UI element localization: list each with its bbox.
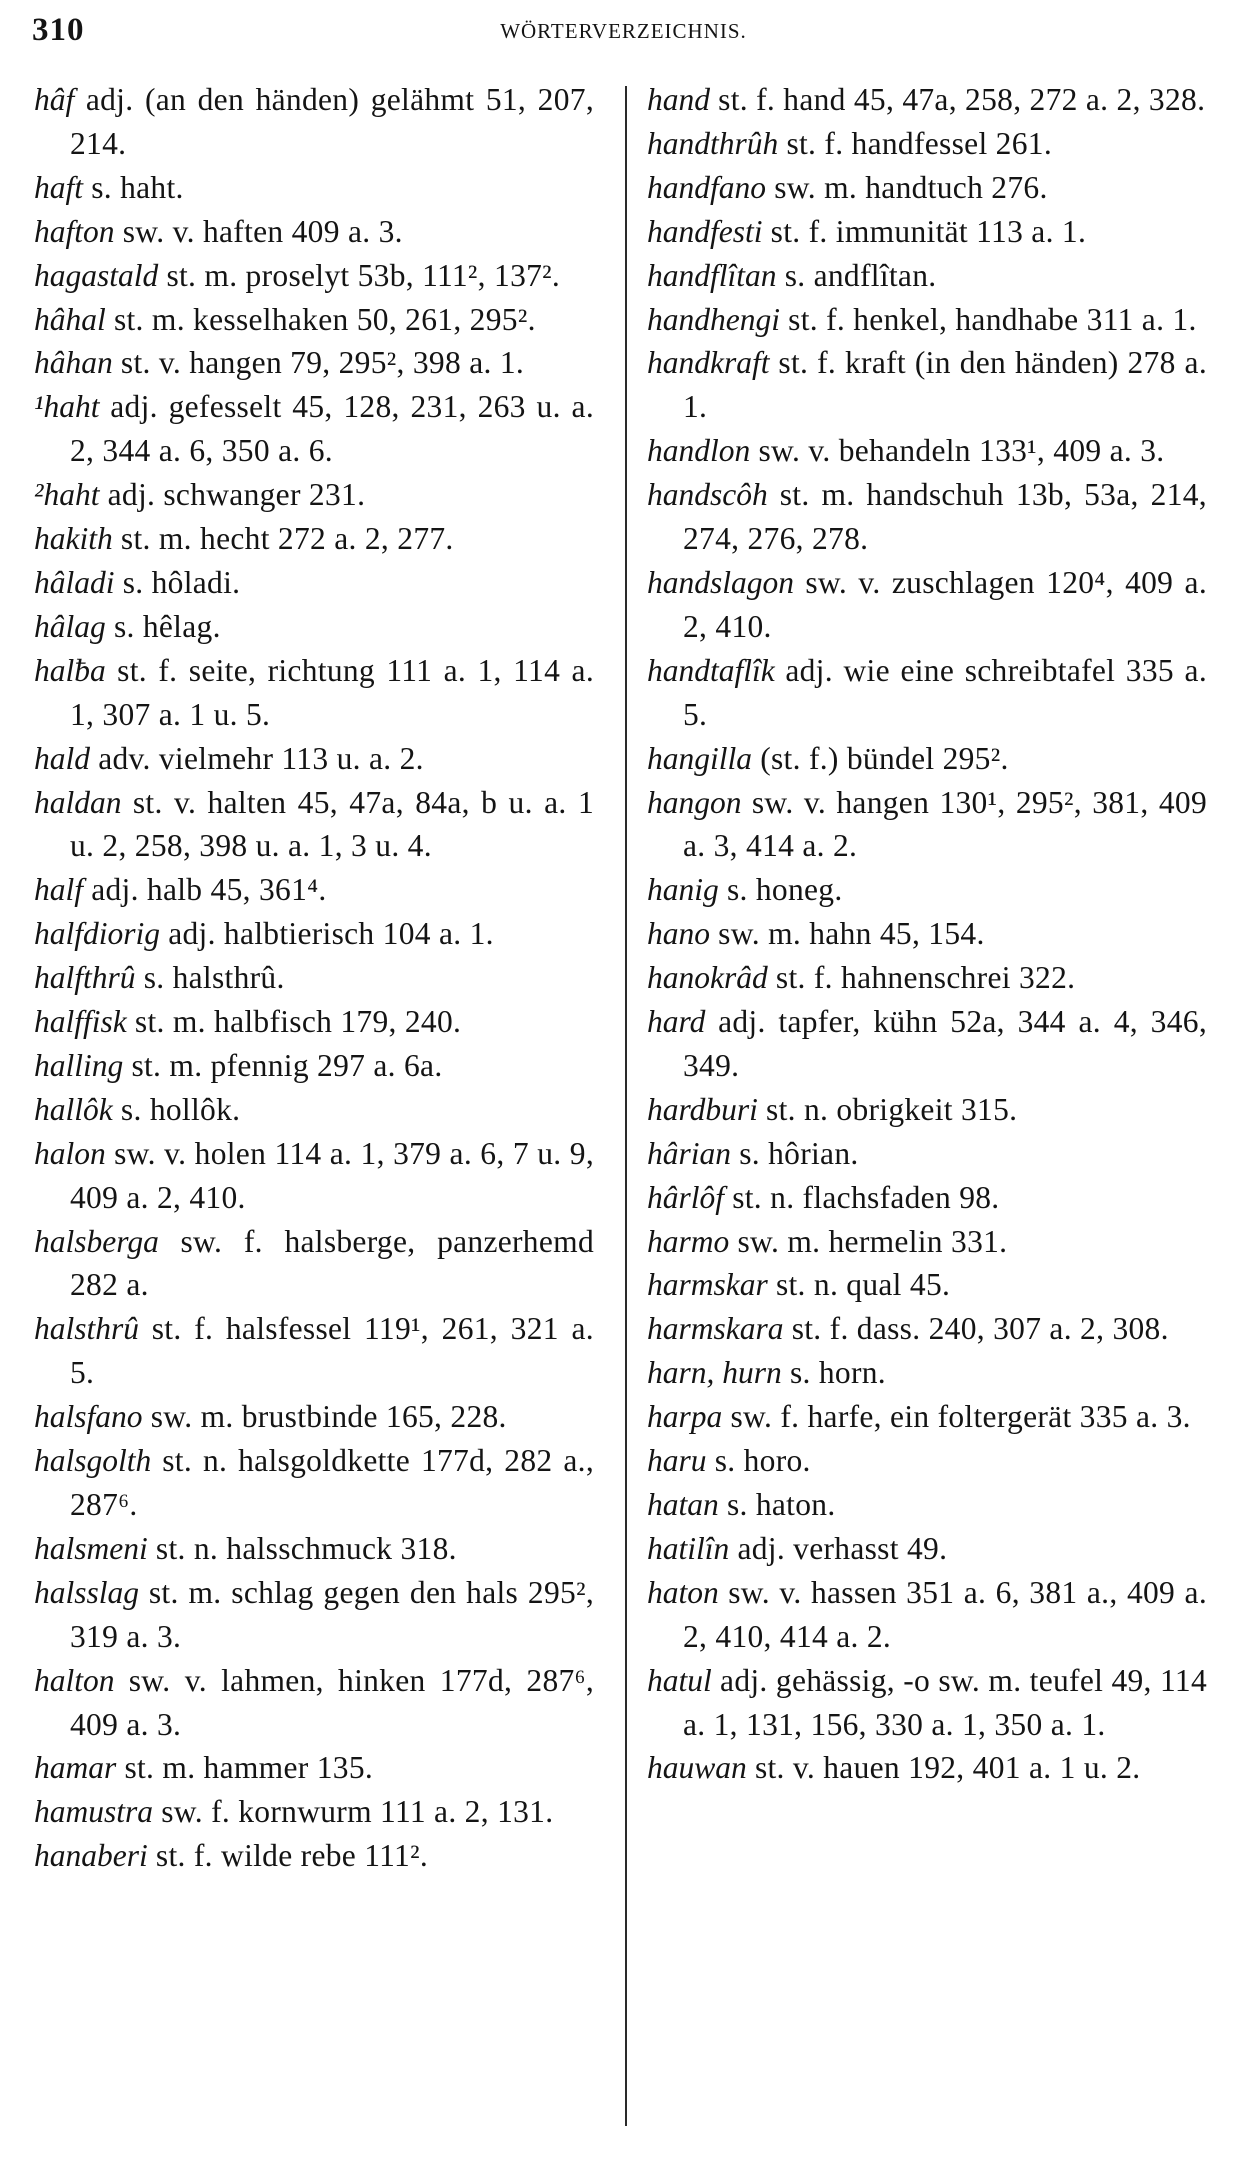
dictionary-entry: [647, 1220, 1207, 1264]
dictionary-entry: [34, 737, 594, 781]
dictionary-entry: [34, 1044, 594, 1088]
page-header: [32, 6, 1215, 66]
entry-definition: st. v. halten 45, 47a, 84a, b u. a. 1 u. 2, 258, 398 u. a. 1, 3 u. 4.: [70, 784, 594, 864]
entry-definition: sw. m. hermelin 331.: [729, 1223, 1008, 1259]
dictionary-entry: [647, 1439, 1207, 1483]
dictionary-entry: [647, 649, 1207, 737]
dictionary-entry: [647, 1088, 1207, 1132]
dictionary-entry: [647, 78, 1207, 122]
dictionary-entry: [34, 781, 594, 869]
dictionary-entry: [34, 1571, 594, 1659]
entry-headword: harmskar: [647, 1267, 768, 1303]
dictionary-entry: [647, 473, 1207, 561]
entry-definition: sw. m. brustbinde 165, 228.: [142, 1399, 507, 1435]
entry-headword: hâhan: [34, 345, 113, 381]
dictionary-entry: [647, 912, 1207, 956]
entry-headword: halsslag: [34, 1574, 140, 1610]
entry-headword: hakith: [34, 521, 113, 557]
entry-headword: halsgolth: [34, 1443, 152, 1479]
entry-headword: handhengi: [647, 301, 780, 337]
dictionary-entry: [647, 1000, 1207, 1088]
dictionary-entry: [647, 1176, 1207, 1220]
entry-definition: s. haton.: [718, 1487, 836, 1522]
entry-definition: st. v. hangen 79, 295², 398 a. 1.: [112, 345, 525, 381]
entry-definition: (st. f.) bündel 295².: [752, 740, 1009, 776]
entry-definition: sw. m. hahn 45, 154.: [710, 916, 985, 952]
entry-headword: haft: [34, 169, 84, 205]
entry-definition: st. f. halsfessel 119¹, 261, 321 a. 5.: [70, 1311, 594, 1391]
entry-headword: halfthrû: [34, 960, 136, 996]
entry-headword: handfesti: [647, 213, 763, 249]
entry-headword: harmo: [647, 1223, 730, 1259]
entry-definition: adj. gefesselt 45, 128, 231, 263 u. a. 2, 344 a. 6, 350 a. 6.: [70, 389, 594, 469]
entry-definition: s. haht.: [83, 169, 184, 205]
entry-definition: s. hêlag.: [105, 608, 221, 644]
dictionary-entry: [647, 1132, 1207, 1176]
entry-headword: halsberga: [34, 1223, 159, 1259]
dictionary-entry: [647, 429, 1207, 473]
dictionary-entry: [34, 1834, 594, 1878]
entry-headword: hanig: [647, 872, 719, 908]
dictionary-entry: [647, 1571, 1207, 1659]
entry-definition: st. m. handschuh 13b, 53a, 214, 274, 276, 278.: [683, 477, 1207, 557]
entry-headword: halsmeni: [34, 1530, 148, 1566]
entry-definition: adj. gehässig, -o sw. m. teufel 49, 114 a. 1, 131, 156, 330 a. 1, 350 a. 1.: [683, 1662, 1207, 1742]
dictionary-entry: [34, 1395, 594, 1439]
entry-definition: adj. wie eine schreibtafel 335 a. 5.: [683, 652, 1207, 732]
dictionary-entry: [647, 1527, 1207, 1571]
entry-definition: st. m. schlag gegen den hals 295², 319 a. 3.: [70, 1574, 594, 1654]
entry-definition: st. f. dass. 240, 307 a. 2, 308.: [783, 1311, 1169, 1347]
dictionary-entry: [34, 1746, 594, 1790]
dictionary-entry: [34, 1790, 594, 1834]
entry-headword: halfdiorig: [34, 916, 161, 952]
entry-headword: halffisk: [34, 1004, 127, 1040]
dictionary-entry: [647, 1351, 1207, 1395]
entry-headword: handkraft: [647, 345, 770, 381]
entry-definition: st. n. qual 45.: [767, 1267, 951, 1303]
entry-headword: handtaflîk: [647, 652, 775, 688]
dictionary-entry: [34, 166, 594, 210]
entry-definition: st. f. immunität 113 a. 1.: [762, 213, 1087, 249]
entry-headword: hatan: [647, 1487, 719, 1522]
entry-definition: sw. v. lahmen, hinken 177d, 287⁶, 409 a. 3.: [70, 1662, 594, 1742]
dictionary-entry: [34, 78, 594, 166]
entry-definition: sw. v. zuschlagen 120⁴, 409 a. 2, 410.: [683, 564, 1207, 644]
dictionary-entry: [34, 1307, 594, 1395]
entry-definition: s. horo.: [706, 1443, 811, 1479]
entry-headword: half: [34, 872, 84, 908]
dictionary-entry: [647, 254, 1207, 298]
entry-headword: hâf: [34, 82, 75, 117]
entry-headword: hamar: [34, 1750, 117, 1786]
entry-headword: hald: [34, 740, 91, 776]
entry-definition: adv. vielmehr 113 u. a. 2.: [90, 740, 424, 776]
right-column: [647, 78, 1207, 1790]
entry-definition: sw. v. hassen 351 a. 6, 381 a., 409 a. 2, 410, 414 a. 2.: [683, 1574, 1207, 1654]
page-number: 310: [32, 12, 85, 48]
entry-headword: halling: [34, 1047, 124, 1083]
entry-headword: handlon: [647, 433, 751, 469]
entry-headword: hâladi: [34, 564, 115, 600]
entry-definition: adj. (an den händen) gelähmt 51, 207, 214.: [70, 82, 594, 161]
dictionary-entry: [34, 1439, 594, 1527]
dictionary-entry: [647, 1746, 1207, 1790]
entry-definition: s. andflîtan.: [776, 257, 937, 293]
entry-definition: st. n. halsschmuck 318.: [147, 1530, 457, 1566]
entry-headword: halƀa: [34, 652, 106, 688]
entry-definition: s. hôrian.: [731, 1135, 859, 1171]
dictionary-entry: [34, 1659, 594, 1747]
dictionary-entry: [647, 1395, 1207, 1439]
dictionary-entry: [647, 122, 1207, 166]
dictionary-entry: [647, 210, 1207, 254]
entry-definition: st. f. handfessel 261.: [778, 125, 1052, 161]
entry-definition: st. f. henkel, handhabe 311 a. 1.: [779, 301, 1197, 337]
entry-headword: halton: [34, 1662, 115, 1698]
dictionary-entry: [34, 1220, 594, 1308]
entry-headword: hamustra: [34, 1794, 154, 1830]
entry-headword: hatul: [647, 1662, 712, 1698]
entry-headword: hâlag: [34, 608, 106, 644]
entry-headword: harn, hurn: [647, 1355, 782, 1391]
entry-definition: st. m. pfennig 297 a. 6a.: [123, 1047, 443, 1083]
dictionary-entry: [34, 473, 594, 517]
dictionary-entry: [647, 341, 1207, 429]
dictionary-entry: [34, 561, 594, 605]
dictionary-entry: [34, 341, 594, 385]
entry-definition: sw. f. halsberge, panzerhemd 282 a.: [70, 1223, 594, 1303]
dictionary-entry: [647, 1307, 1207, 1351]
dictionary-entry: [647, 1483, 1207, 1527]
entry-headword: hârian: [647, 1135, 732, 1171]
entry-definition: st. n. flachsfaden 98.: [724, 1179, 1000, 1215]
entry-headword: handslagon: [647, 564, 795, 600]
dictionary-entry: [34, 1000, 594, 1044]
entry-headword: hanokrâd: [647, 960, 768, 996]
dictionary-entry: [34, 298, 594, 342]
dictionary-entry: [34, 1527, 594, 1571]
entry-headword: hafton: [34, 213, 115, 249]
entry-definition: adj. tapfer, kühn 52a, 344 a. 4, 346, 349.: [683, 1004, 1207, 1083]
entry-headword: hangilla: [647, 740, 753, 776]
column-divider: [625, 86, 627, 2126]
entry-definition: sw. f. harfe, ein foltergerät 335 a. 3.: [722, 1399, 1191, 1435]
entry-headword: hauwan: [647, 1750, 747, 1786]
dictionary-entry: [647, 1659, 1207, 1747]
entry-definition: st. f. hahnenschrei 322.: [767, 960, 1076, 996]
dictionary-entry: [34, 956, 594, 1000]
entry-definition: st. m. hammer 135.: [116, 1750, 374, 1786]
dictionary-entry: [647, 561, 1207, 649]
entry-headword: halsfano: [34, 1399, 143, 1435]
entry-definition: adj. halb 45, 361⁴.: [83, 872, 327, 908]
entry-definition: s. hollôk.: [112, 1091, 241, 1127]
entry-headword: handfano: [647, 169, 767, 205]
entry-definition: s. hôladi.: [114, 564, 241, 600]
dictionary-entry: [34, 868, 594, 912]
left-column: [34, 78, 594, 1878]
entry-headword: handthrûh: [647, 125, 779, 161]
dictionary-entry: [34, 517, 594, 561]
entry-definition: s. horn.: [781, 1355, 886, 1391]
entry-headword: hangon: [647, 784, 742, 820]
dictionary-entry: [647, 956, 1207, 1000]
entry-headword: hatilîn: [647, 1530, 730, 1566]
dictionary-entry: [647, 868, 1207, 912]
entry-definition: st. m. proselyt 53b, 111², 137².: [158, 257, 561, 293]
entry-headword: hagastald: [34, 257, 159, 293]
dictionary-entry: [647, 1263, 1207, 1307]
entry-headword: handscôh: [647, 477, 768, 513]
entry-definition: adj. schwanger 231.: [99, 477, 366, 513]
entry-headword: hanaberi: [34, 1838, 148, 1874]
dictionary-entry: [34, 649, 594, 737]
entry-headword: ¹haht: [34, 389, 100, 425]
entry-definition: st. f. wilde rebe 111².: [147, 1838, 428, 1874]
dictionary-entry: [647, 781, 1207, 869]
entry-definition: st. m. hecht 272 a. 2, 277.: [112, 521, 454, 557]
dictionary-entry: [647, 737, 1207, 781]
entry-headword: hâhal: [34, 301, 106, 337]
entry-headword: ²haht: [34, 477, 100, 513]
entry-headword: haldan: [34, 784, 122, 820]
entry-headword: hard: [647, 1004, 706, 1040]
entry-headword: halon: [34, 1135, 106, 1171]
entry-headword: hallôk: [34, 1091, 113, 1127]
entry-definition: st. n. halsgoldkette 177d, 282 a., 287⁶.: [70, 1443, 594, 1522]
dictionary-entry: [34, 912, 594, 956]
dictionary-entry: [34, 1088, 594, 1132]
entry-headword: harmskara: [647, 1311, 784, 1347]
entry-headword: halsthrû: [34, 1311, 140, 1347]
entry-headword: handflîtan: [647, 257, 777, 293]
dictionary-entry: [34, 1132, 594, 1220]
dictionary-entry: [34, 210, 594, 254]
entry-definition: sw. f. kornwurm 111 a. 2, 131.: [153, 1794, 554, 1830]
entry-headword: hand: [647, 82, 710, 117]
entry-definition: sw. v. hangen 130¹, 295², 381, 409 a. 3, 414 a. 2.: [683, 784, 1207, 864]
entry-definition: adj. halbtierisch 104 a. 1.: [160, 916, 494, 952]
entry-definition: st. f. hand 45, 47a, 258, 272 a. 2, 328.: [710, 82, 1206, 117]
entry-definition: sw. m. handtuch 276.: [766, 169, 1048, 205]
entry-definition: st. m. kesselhaken 50, 261, 295².: [105, 301, 536, 337]
dictionary-entry: [34, 254, 594, 298]
dictionary-entry: [647, 166, 1207, 210]
dictionary-entry: [34, 385, 594, 473]
entry-definition: s. honeg.: [718, 872, 843, 908]
dictionary-entry: [647, 298, 1207, 342]
entry-headword: haru: [647, 1443, 707, 1479]
entry-headword: hano: [647, 916, 710, 952]
entry-definition: st. f. kraft (in den händen) 278 a. 1.: [683, 345, 1207, 425]
entry-headword: hârlôf: [647, 1179, 725, 1215]
entry-definition: st. v. hauen 192, 401 a. 1 u. 2.: [746, 1750, 1141, 1786]
entry-definition: st. m. halbfisch 179, 240.: [126, 1004, 462, 1040]
dictionary-entry: [34, 605, 594, 649]
running-title: WÖRTERVERZEICHNIS.: [500, 19, 747, 43]
entry-headword: haton: [647, 1574, 719, 1610]
entry-definition: adj. verhasst 49.: [729, 1530, 948, 1566]
entry-definition: sw. v. behandeln 133¹, 409 a. 3.: [750, 433, 1165, 469]
entry-definition: sw. v. haften 409 a. 3.: [114, 213, 403, 249]
entry-definition: st. n. obrigkeit 315.: [757, 1091, 1018, 1127]
entry-headword: harpa: [647, 1399, 723, 1435]
entry-definition: s. halsthrû.: [135, 960, 285, 996]
entry-definition: sw. v. holen 114 a. 1, 379 a. 6, 7 u. 9, 409 a. 2, 410.: [70, 1135, 594, 1215]
entry-definition: st. f. seite, richtung 111 a. 1, 114 a. 1, 307 a. 1 u. 5.: [70, 652, 594, 732]
entry-headword: hardburi: [647, 1091, 758, 1127]
